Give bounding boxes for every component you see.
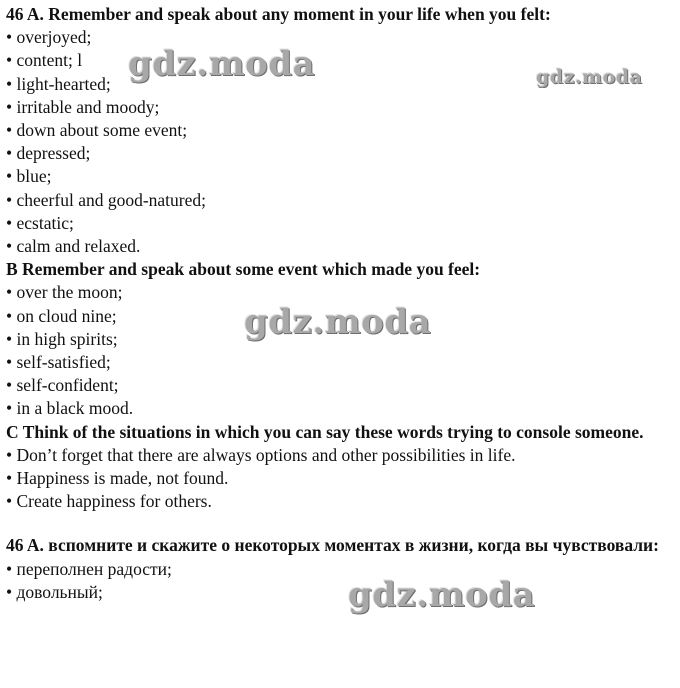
- section-spacer: [6, 513, 674, 534]
- list-item: • blue;: [6, 166, 52, 187]
- watermark-logo: gdz.moda: [244, 302, 432, 342]
- list-item: • cheerful and good-natured;: [6, 189, 207, 210]
- list-item: • self-confident;: [6, 375, 119, 396]
- list-item: • down about some event;: [6, 120, 188, 141]
- section-a-list: [6, 26, 674, 258]
- section-a-heading: 46 A. Remember and speak about any moment in your life when you felt:: [6, 4, 551, 24]
- section-ru-list: [6, 558, 674, 604]
- section-c-list: [6, 444, 674, 514]
- list-item: • in a black mood.: [6, 398, 134, 419]
- watermark-logo: gdz.moda: [128, 44, 316, 84]
- watermark-logo-small: gdz.moda: [536, 66, 643, 88]
- list-item: • over the moon;: [6, 282, 123, 303]
- section-ru-heading: 46 A. вспомните и скажите о некоторых моментах в жизни, когда вы чувствовали:: [6, 535, 659, 556]
- section-b-heading: B Remember and speak about some event which made you feel:: [6, 259, 481, 280]
- list-item: • irritable and moody;: [6, 96, 160, 117]
- list-item: • content; l: [6, 50, 83, 71]
- section-c-heading: C Think of the situations in which you can say these words trying to console someone.: [6, 421, 644, 442]
- list-item: • self-satisfied;: [6, 352, 111, 373]
- list-item: • ecstatic;: [6, 212, 74, 233]
- list-item: • Don’t forget that there are always options and other possibilities in life.: [6, 444, 516, 465]
- list-item: • Happiness is made, not found.: [6, 468, 229, 489]
- list-item: • in high spirits;: [6, 328, 118, 349]
- list-item: • calm and relaxed.: [6, 236, 141, 257]
- list-item: • overjoyed;: [6, 27, 92, 48]
- list-item: • on cloud nine;: [6, 305, 117, 326]
- list-item: • Create happiness for others.: [6, 491, 212, 512]
- list-item: • light-hearted;: [6, 73, 111, 94]
- watermark-logo: gdz.moda: [348, 575, 536, 615]
- list-item: • depressed;: [6, 143, 91, 164]
- list-item: • довольный;: [6, 581, 103, 602]
- list-item: • переполнен радости;: [6, 558, 172, 579]
